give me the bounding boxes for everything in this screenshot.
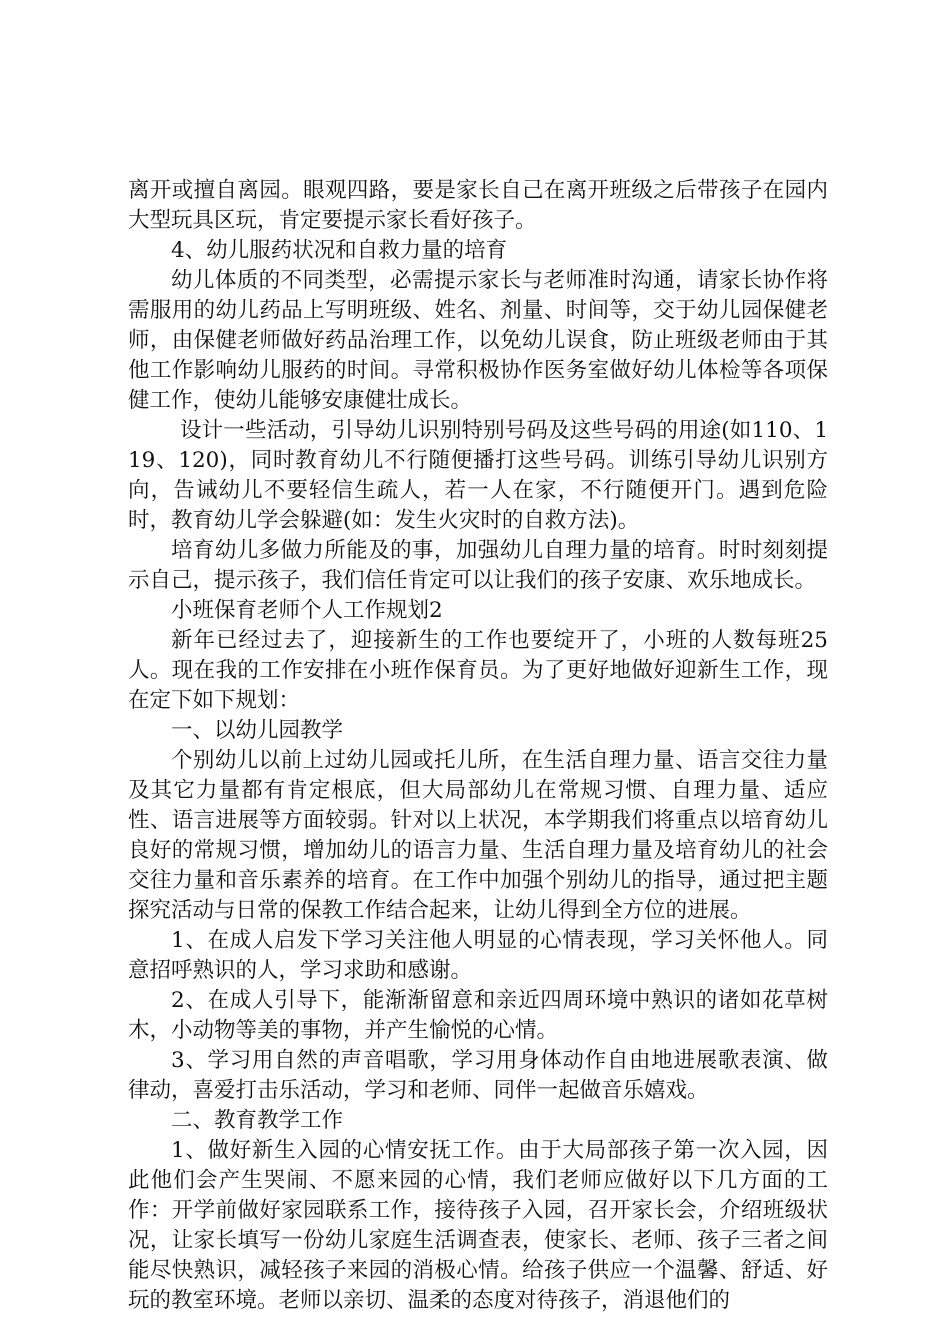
list-item: 2、在成人引导下，能渐渐留意和亲近四周环境中熟识的诸如花草树木，小动物等美的事物，并产生愉悦的心情。 [128, 988, 828, 1043]
paragraph: 个别幼儿以前上过幼儿园或托儿所，在生活自理力量、语言交往力量及其它力量都有肯定根底，但大局部幼儿在常规习惯、自理力量、适应性、语言进展等方面较弱。针对以上状况，本学期我们将重点以培育幼儿良好的常规习惯，增加幼儿的语言力量、生活自理力量及培育幼儿的社会交往力量和音乐素养的培育。在工作中加强个别幼儿的指导，通过把主题探究活动与日常的保教工作结合起来，让幼儿得到全方位的进展。 [128, 748, 828, 923]
section-heading: 二、教育教学工作 [171, 1108, 344, 1133]
section-heading: 一、以幼儿园教学 [171, 718, 344, 743]
list-item: 3、学习用自然的声音唱歌，学习用身体动作自由地进展歌表演、做律动，喜爱打击乐活动，学习和老师、同伴一起做音乐嬉戏。 [128, 1048, 828, 1103]
document-subtitle: 小班保育老师个人工作规划2 [171, 598, 443, 623]
paragraph: 新年已经过去了，迎接新生的工作也要绽开了，小班的人数每班25人。现在我的工作安排在小班作保育员。为了更好地做好迎新生工作，现在定下如下规划： [128, 628, 828, 713]
paragraph: 幼儿体质的不同类型，必需提示家长与老师准时沟通，请家长协作将需服用的幼儿药品上写明班级、姓名、剂量、时间等，交于幼儿园保健老师，由保健老师做好药品治理工作，以免幼儿误食，防止班级老师由于其他工作影响幼儿服药的时间。寻常积极协作医务室做好幼儿体检等各项保健工作，使幼儿能够安康健壮成长。 [128, 268, 828, 413]
paragraph: 设计一些活动，引导幼儿识别特别号码及这些号码的用途(如110、119、120)，同时教育幼儿不行随便播打这些号码。训练引导幼儿识别方向，告诫幼儿不要轻信生疏人，若一人在家，不行随便开门。遇到危险时，教育幼儿学会躲避(如：发生火灾时的自救方法)。 [128, 418, 828, 533]
paragraph: 离开或擅自离园。眼观四路，要是家长自己在离开班级之后带孩子在园内大型玩具区玩，肯定要提示家长看好孩子。 [128, 178, 828, 233]
document-body [128, 176, 828, 1316]
list-item: 1、在成人启发下学习关注他人明显的心情表现，学习关怀他人。同意招呼熟识的人，学习求助和感谢。 [128, 928, 828, 983]
paragraph: 1、做好新生入园的心情安抚工作。由于大局部孩子第一次入园，因此他们会产生哭闹、不愿来园的心情，我们老师应做好以下几方面的工作：开学前做好家园联系工作，接待孩子入园，召开家长会，介绍班级状况，让家长填写一份幼儿家庭生活调查表，使家长、老师、孩子三者之间能尽快熟识，减轻孩子来园的消极心情。给孩子供应一个温馨、舒适、好玩的教室环境。老师以亲切、温柔的态度对待孩子，消退他们的 [128, 1138, 828, 1313]
paragraph: 培育幼儿多做力所能及的事，加强幼儿自理力量的培育。时时刻刻提示自己，提示孩子，我们信任肯定可以让我们的孩子安康、欢乐地成长。 [128, 538, 828, 593]
section-heading: 4、幼儿服药状况和自救力量的培育 [171, 238, 508, 263]
